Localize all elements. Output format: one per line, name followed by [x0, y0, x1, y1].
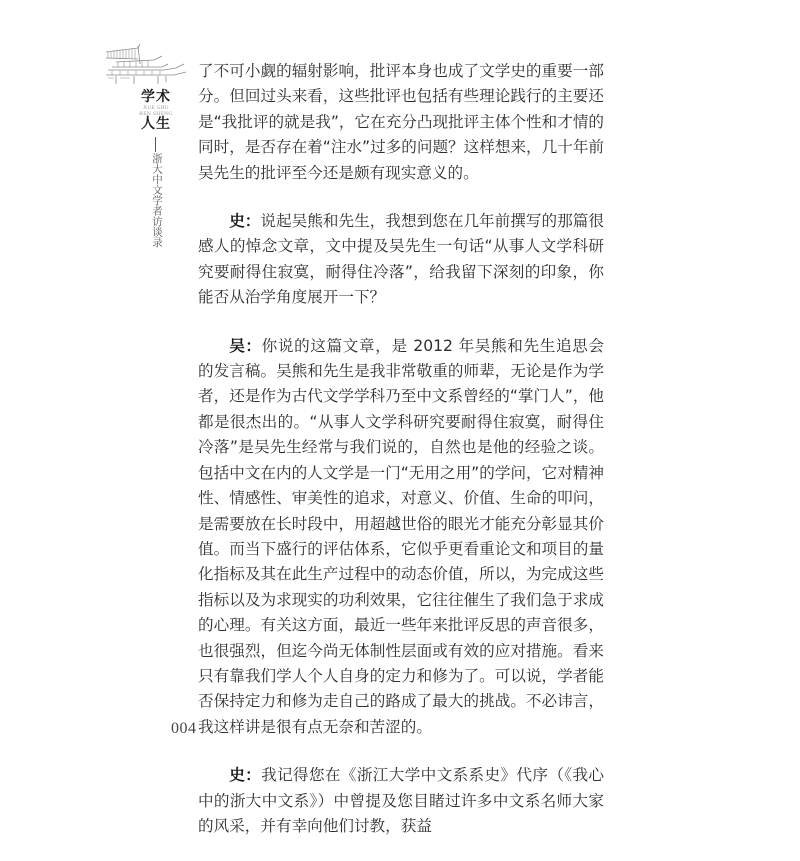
series-title-block	[128, 90, 184, 132]
paragraph-text: 了不可小觑的辐射影响，批评本身也成了文学史的重要一部分。但回过头来看，这些批评也包括有些理论践行的主要还是“我批评的就是我”，它在充分凸现批评主体个性和才情的同时，是否存在着“注水”过多的问题？这样想来，几十年前吴先生的批评至今还是颇有现实意义的。	[198, 62, 605, 182]
paragraph-text: 你说的这篇文章，是 2012 年吴熊和先生追思会的发言稿。吴熊和先生是我非常敬重的师辈，无论是作为学者，还是作为古代文学学科乃至中文系曾经的“掌门人”，他都是很杰出的。“从事人文学科研究要耐得住寂寞，耐得住冷落”是吴先生经常与我们说的，自然也是他的经验之谈。包括中文在内的人文学是一门“无用之用”的学问，它对精神性、情感性、审美性的追求，对意义、价值、生命的叩问，是需要放在长时段中，用超越世俗的眼光才能充分彰显其价值。而当下盛行的评估体系，它似乎更看重论文和项目的量化指标及其在此生产过程中的动态价值，所以，为完成这些指标以及为求现实的功利效果，它往往催生了我们急于求成的心理。有关这方面，最近一些年来批评反思的声音很多，也很强烈，但迄今尚无体制性层面或有效的应对措施。看来只有靠我们学人个人自身的定力和修为了。可以说，学者能否保持定力和修为走自己的路成了最大的挑战。不必讳言，我这样讲是很有点无奈和苦涩的。	[198, 336, 605, 736]
paragraph-question	[198, 208, 604, 311]
speaker-label: 史：	[229, 765, 262, 785]
series-subtitle-vertical: 浙大中文学者访谈录	[151, 153, 163, 248]
vertical-divider	[155, 137, 156, 152]
paragraph-text: 说起吴熊和先生，我想到您在几年前撰写的那篇很感人的悼念文章，文中提及吴先生一句话“从事人文学科研究要耐得住寂寞，耐得住冷落”，给我留下深刻的印象，你能否从治学角度展开一下？	[198, 212, 604, 307]
series-pinyin-line1: XUE SHU	[143, 105, 169, 111]
page-number: 004	[171, 720, 197, 737]
pavilion-roof-icon	[104, 42, 188, 86]
paragraph-continuation	[198, 59, 604, 186]
speaker-label: 史：	[229, 211, 261, 231]
series-pinyin-line2: REN SHENG	[139, 111, 173, 117]
paragraph-text: 我记得您在《浙江大学中文系系史》代序（《我心中的浙大中文系》）中曾提及您目睹过许多中文系名师大家的风采，并有幸向他们讨教，获益	[198, 766, 604, 835]
series-title-line1: 学术	[141, 89, 171, 105]
interview-body	[198, 59, 604, 861]
paragraph-question	[198, 762, 604, 839]
paragraph-answer	[198, 333, 604, 741]
series-title-line2: 人生	[141, 116, 171, 132]
speaker-label: 吴：	[229, 335, 262, 355]
